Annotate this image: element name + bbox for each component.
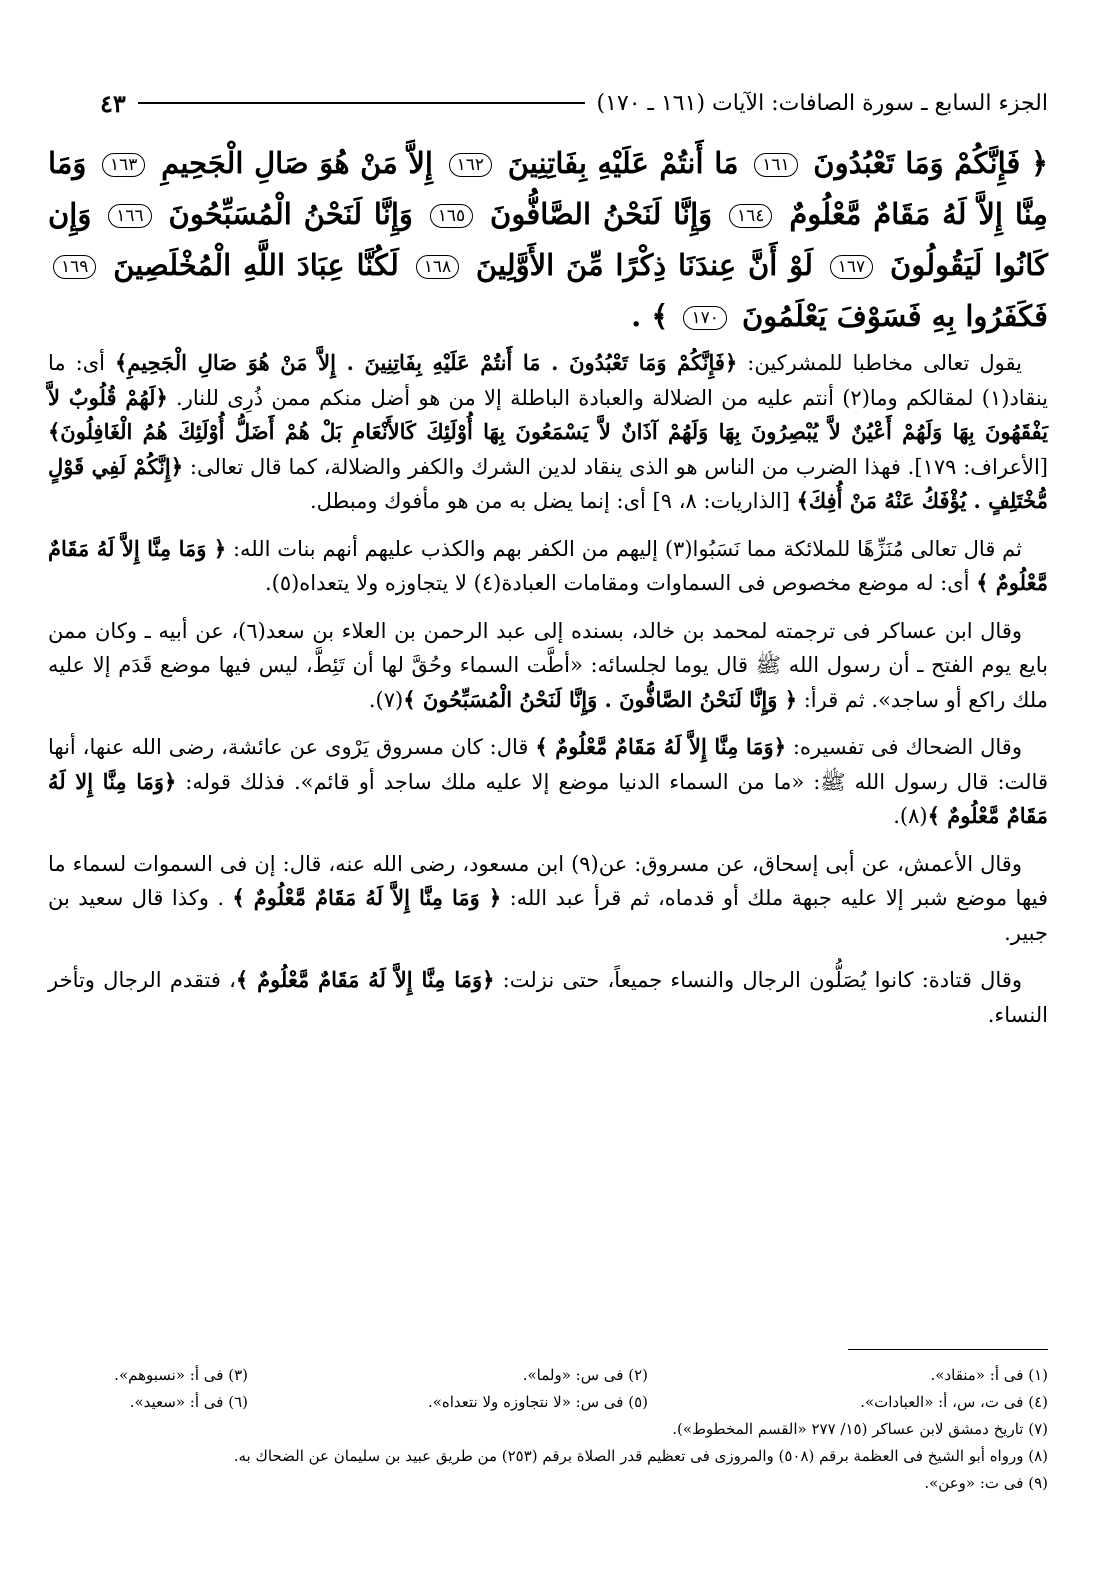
running-header [100, 86, 1048, 120]
footnote-6: (٦) فى أ: «سعيد». [129, 1393, 248, 1411]
quran-quote: ﴿إِنَّكُمْ لَفِي قَوْلٍ مُّخْتَلِفٍ . يُؤْفَكُ عَنْهُ مَنْ أُفِكَ﴾ [48, 453, 1048, 513]
verse-text: وَإِنَّا لَنَحْنُ الصَّافُّونَ [490, 197, 713, 231]
footnote-row-2 [48, 1389, 1048, 1416]
verse-text: فَإِنَّكُمْ وَمَا تَعْبُدُونَ [813, 146, 1021, 180]
commentary-text: أى: له موضع مخصوص فى السماوات ومقامات العبادة(٤) لا يتجاوزه ولا يتعداه(٥). [264, 571, 977, 595]
quran-quote: ﴿ وَمَا مِنَّا إِلاَّ لَهُ مَقَامٌ مَّعْلُومٌ ﴾ [48, 535, 1048, 595]
commentary-text: وقال الأعمش، عن أبى إسحاق، عن مسروق: عن(٩) ابن مسعود، رضى الله عنه، قال: إن فى السموات لسماء ما فيها موضع شبر إلا عليه جبهة ملك أو قدماه، ثم قرأ عبد الله: [48, 851, 1048, 910]
commentary-paragraph [48, 730, 1048, 834]
ayah-number-marker: ١٦٧ [830, 255, 873, 279]
ayah-number-marker: ١٧٠ [683, 306, 726, 330]
footnote-rule [848, 1349, 1048, 1350]
commentary-text: أى: ما ينقاد(١) لمقالكم وما(٢) أنتم عليه من الضلالة والعبادة الباطلة إلا من هو أضل منكم ممن ذُرِى للنار. [48, 351, 1048, 410]
commentary-paragraph [48, 963, 1048, 1032]
commentary-paragraph [48, 614, 1048, 718]
ayah-number-marker: ١٦٥ [430, 204, 473, 228]
commentary-text: (٨). [893, 804, 928, 828]
commentary-body [48, 346, 1048, 1045]
ayah-number-marker: ١٦٩ [53, 255, 96, 279]
verse-text: مَا أَنتُمْ عَلَيْهِ بِفَاتِنِينَ [507, 146, 739, 180]
footnote-2: (٢) فى س: «ولما». [522, 1366, 648, 1384]
footnote-3: (٣) فى أ: «نسبوهم». [114, 1366, 248, 1384]
commentary-paragraph [48, 532, 1048, 601]
footnote-4: (٤) فى ت، س، أ: «العبادات». [860, 1393, 1048, 1411]
quran-quote: ﴿ وَمَا مِنَّا إِلاَّ لَهُ مَقَامٌ مَّعْلُومٌ ﴾ [232, 885, 502, 910]
commentary-text: وقال قتادة: كانوا يُصَلُّون الرجال والنساء جميعاً، حتى نزلت: [494, 968, 1022, 992]
ayah-number-marker: ١٦٤ [729, 204, 772, 228]
commentary-text: ، فتقدم الرجال وتأخر النساء. [48, 968, 1048, 1027]
verse-text: وَإِن كَانُوا لَيَقُولُونَ [48, 197, 1048, 282]
ayah-number-marker: ١٦٢ [449, 153, 492, 177]
footnote-9: (٩) فى ت: «وعن». [924, 1474, 1048, 1492]
verse-text: إِلاَّ مَنْ هُوَ صَالِ الْجَحِيمِ [161, 146, 433, 180]
quran-quote: ﴿وَمَا مِنَّا إِلاَّ لَهُ مَقَامٌ مَّعْلُومٌ ﴾ [535, 734, 786, 759]
quran-verses-block [48, 138, 1048, 342]
quran-quote: ﴿ وَإِنَّا لَنَحْنُ الصَّافُّونَ . وَإِنَّا لَنَحْنُ الْمُسَبِّحُونَ ﴾ [403, 686, 798, 712]
verse-text: وَمَا مِنَّا إِلاَّ لَهُ مَقَامٌ مَّعْلُومٌ [48, 146, 1048, 231]
commentary-text: قال: كان مسروق يَرْوى عن عائشة، رضى الله عنها، أنها قالت: قال رسول الله ﷺ: «ما من السماء الدنيا موضع إلا عليه ملك ساجد أو قائم». فذلك قوله: [48, 735, 1048, 794]
ayah-number-marker: ١٦٨ [416, 255, 459, 279]
quran-quote: ﴿وَمَا مِنَّا إِلاَّ لَهُ مَقَامٌ مَّعْلُومٌ ﴾ [235, 967, 495, 992]
footnote-1: (١) فى أ: «منقاد». [930, 1366, 1048, 1384]
commentary-paragraph [48, 346, 1048, 519]
quran-quote: ﴿لَهُمْ قُلُوبٌ لاَّ يَفْقَهُونَ بِهَا وَلَهُمْ أَعْيُنٌ لاَّ يُبْصِرُونَ بِهَا وَلَهُمْ آذَانٌ لاَّ يَسْمَعُونَ بِهَا أُوْلَئِكَ كَالأَنْعَامِ بَلْ هُمْ أَضَلُّ أُوْلَئِكَ هُمُ الْغَافِلُونَ﴾ [48, 384, 1048, 444]
verse-text: فَكَفَرُوا بِهِ فَسَوْفَ يَعْلَمُونَ [741, 299, 1048, 333]
commentary-text: (٧). [368, 687, 404, 712]
commentary-text: وقال ابن عساكر فى ترجمته لمحمد بن خالد، بسنده إلى عبد الرحمن بن العلاء بن سعد(٦)، عن أبيه ـ وكان ممن بايع يوم الفتح ـ أن رسول الله ﷺ قال يوما لجلسائه: «أطَّت السماء وحُقَّ لها أن تَئِطَّ، ليس فيها موضع قَدَم إلا عليه ملك راكع أو ساجد». ثم قرأ: [48, 618, 1048, 712]
verse-text: لَوْ أَنَّ عِندَنَا ذِكْرًا مِّنَ الأَوَّلِينَ [475, 248, 813, 282]
verse-text: لَكُنَّا عِبَادَ اللَّهِ الْمُخْلَصِينَ [113, 248, 399, 282]
quran-quote: ﴿وَمَا مِنَّا إِلا لَهُ مَقَامٌ مَّعْلُومٌ ﴾ [48, 768, 1048, 828]
commentary-text: ثم قال تعالى مُنَزِّهًا للملائكة مما نَسَبُوا(٣) إليهم من الكفر بهم والكذب عليهم أنهم بنات الله: [226, 536, 1023, 561]
ayah-number-marker: ١٦٣ [102, 153, 145, 177]
ayah-number-marker: ١٦٦ [108, 204, 151, 228]
commentary-text: [الأعراف: ١٧٩]. فهذا الضرب من الناس هو الذى ينقاد لدين الشرك والكفر والضلالة، كما قال تعالى: [183, 454, 1048, 479]
footnote-row-1 [48, 1362, 1048, 1389]
commentary-paragraph [48, 847, 1048, 951]
commentary-text: يقول تعالى مخاطبا للمشركين: [737, 351, 1022, 375]
footnote-7: (٧) تاريخ دمشق لابن عساكر (١٥/ ٢٧٧ «القسم المخطوط»). [672, 1420, 1048, 1438]
ayah-number-marker: ١٦١ [754, 153, 797, 177]
commentary-text: وقال الضحاك فى تفسيره: [786, 735, 1022, 759]
commentary-text: . وكذا قال سعيد بن جبير. [48, 886, 1048, 945]
footnote-5: (٥) فى س: «لا نتجاوزه ولا نتعداه». [427, 1393, 648, 1411]
quran-quote: ﴿فَإِنَّكُمْ وَمَا تَعْبُدُونَ . مَا أَنتُمْ عَلَيْهِ بِفَاتِنِينَ . إِلاَّ مَنْ هُوَ صَالِ الْجَحِيمِ﴾ [115, 350, 738, 375]
verse-text: وَإِنَّا لَنَحْنُ الْمُسَبِّحُونَ [168, 197, 413, 231]
page-number: ٤٣ [100, 88, 126, 118]
footnotes [48, 1362, 1048, 1497]
verse-close-bracket: ﴾ . [631, 299, 669, 333]
header-rule [138, 102, 585, 104]
footnote-8: (٨) ورواه أبو الشيخ فى العظمة برقم (٥٠٨) والمروزى فى تعظيم قدر الصلاة برقم (٢٥٣) من طريق عبيد بن سليمان عن الضحاك به. [233, 1447, 1048, 1465]
header-title: الجزء السابع ـ سورة الصافات: الآيات (١٦١ ـ ١٧٠) [596, 90, 1048, 116]
verse-open-bracket: ﴿ [1030, 146, 1048, 180]
commentary-text: [الذاريات: ٨، ٩] أى: إنما يضل به من هو مأفوك ومبطل. [309, 489, 797, 513]
